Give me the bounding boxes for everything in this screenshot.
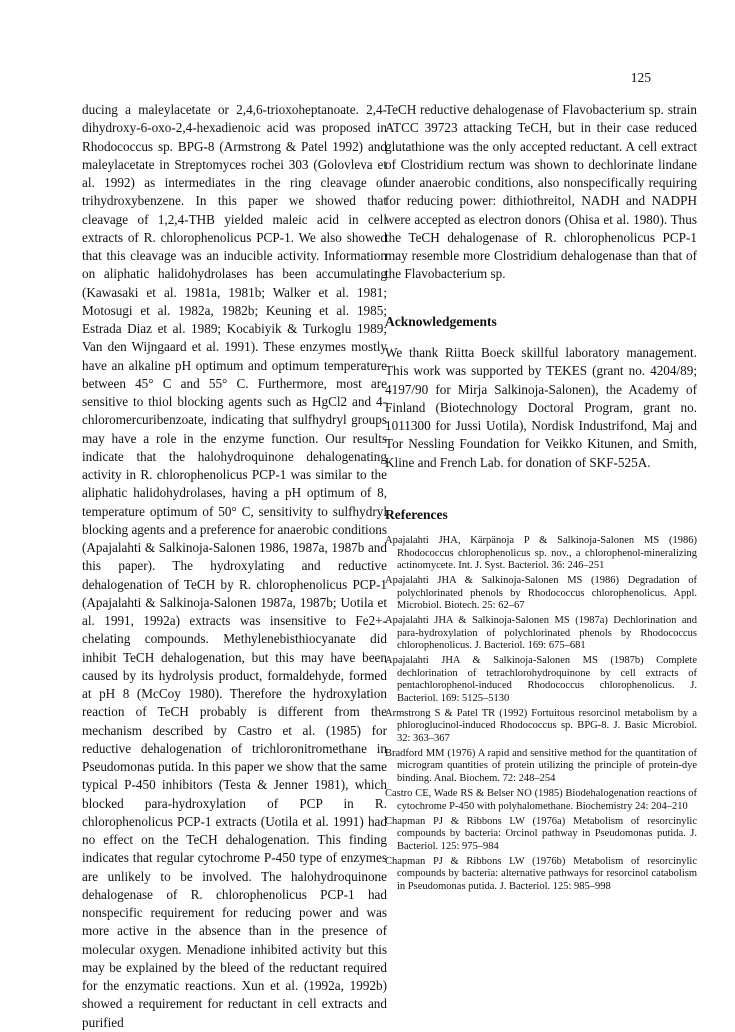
references-list <box>385 535 697 896</box>
reference-item: Apajalahti JHA & Salkinoja-Salonen MS (1987b) Complete dechlorination of tetrachlorohydroquinone by cell extracts of pentachlorophenol-induced Rhodococcus chlorophenolicus. J. Bacteriol. 169: 5125–5130 <box>385 655 697 704</box>
left-column <box>82 101 387 1032</box>
reference-item: Chapman PJ & Ribbons LW (1976a) Metabolism of resorcinylic compounds by bacteria: Orcinol pathway in Pseudomonas putida. J. Bacteriol. 125: 975–984 <box>385 815 697 852</box>
reference-item: Castro CE, Wade RS & Belser NO (1985) Biodehalogenation reactions of cytochrome P-450 with polyhalomethane. Biochemistry 24: 204–210 <box>385 788 697 812</box>
references-heading: References <box>385 507 448 522</box>
reference-item: Apajalahti JHA, Kärpänoja P & Salkinoja-Salonen MS (1986) Rhodococcus chlorophenolicus sp. nov., a chlorophenol-mineralizing actinomycete. Int. J. Syst. Bacteriol. 36: 246–251 <box>385 535 697 571</box>
right-column-paragraph: TeCH reductive dehalogenase of Flavobacterium sp. strain ATCC 39723 attacking TeCH, but in their case reduced glutathione was the only accepted reductant. A cell extract of Clostridium rectum was shown to dechlorinate lindane under anaerobic conditions, also nonspecifically requiring for reducing power: dithiothreitol, NADH and NADPH were accepted as electron donors (Ohisa et al. 1980). Thus the TeCH dehalogenase of R. chlorophenolicus PCP-1 may resemble more Clostridium dehalogenase than that of the Flavobacterium sp. <box>385 102 697 282</box>
page-number: 125 <box>630 70 651 85</box>
acknowledgements-heading: Acknowledgements <box>385 314 497 329</box>
right-column <box>385 101 697 284</box>
left-column-paragraph: ducing a maleylacetate or 2,4,6-trioxoheptanoate. 2,4-dihydroxy-6-oxo-2,4-hexadienoic acid was proposed in Rhodococcus sp. BPG-8 (Armstrong & Patel 1992) and maleylacetate in Streptomyces rochei 303 (Golovleva et al. 1992) as intermediates in the ring cleavage of trihydroxybenzene. In this paper we showed that cleavage of 1,2,4-THB yielded maleic acid in cell extracts of R. chlorophenolicus PCP-1. We also showed that this cleavage was an inducible activity. Information on aliphatic halidohydrolases has been accumulating (Kawasaki et al. 1981a, 1981b; Walker et al. 1981; Motosugi et al. 1982a, 1982b; Keuning et al. 1985; Estrada Diaz et al. 1989; Kocabiyik & Turkoglu 1989; Van den Wijngaard et al. 1991). These enzymes mostly have an alkaline pH optimum and optimum temperature between 45° C and 55° C. Furthermore, most are sensitive to thiol blocking agents such as HgCl2 and 4-chloromercuribenzoate, indicating that sulfhydryl groups may have a role in the enzyme function. Our results indicate that the halohydroquinone dehalogenating activity in R. chlorophenolicus PCP-1 was similar to the aliphatic halidohydrolases, having a pH optimum of 8, temperature optimum of 50° C, sensitivity to sulfhydryl blocking agents and a preference for anaerobic conditions (Apajalahti & Salkinoja-Salonen 1986, 1987a, 1987b and this paper). The hydroxylating and reductive dehalogenation of TeCH by R. chlorophenolicus PCP-1 (Apajalahti & Salkinoja-Salonen 1987a, 1987b; Uotila et al. 1991, 1992a) extracts was insensitive to Fe2+-chelating compounds. Methylenebisthiocyanate did inhibit TeCH dehalogenation, but this may have been caused by its hydrolysis product, formaldehyde, formed at pH 8 (McCoy 1980). Therefore the hydroxylation reaction of TeCH probably is different from the mechanism described by Castro et al. (1985) for reductive dehalogenation of trichloronitromethane in Pseudomonas putida. In this paper we show that the same typical P-450 inhibitors (Testa & Jenner 1981), which blocked para-hydroxylation of PCP in R. chlorophenolicus PCP-1 extracts (Uotila et al. 1991) had no effect on the TeCH dehalogenation. This finding indicates that regular cytochrome P-450 type of enzymes are unlikely to be involved. The halohydroquinone dehalogenase of R. chlorophenolicus PCP-1 had nonspecific requirement for reducing power and was more active in the absence than in the presence of molecular oxygen. Menadione inhibited activity but this may be explained by the bleed of the reductant required for the enzymatic reactions. Xun et al. (1992a, 1992b) showed a requirement for reductant in cell extracts and purified <box>82 102 388 1030</box>
reference-item: Armstrong S & Patel TR (1992) Fortuitous resorcinol metabolism by a phloroglucinol-induced Rhodococcus sp. BPG-8. J. Basic Microbiol. 32: 363–367 <box>385 707 697 744</box>
reference-item: Chapman PJ & Ribbons LW (1976b) Metabolism of resorcinylic compounds by bacteria: alternative pathways for resorcinol catabolism in Pseudomonas putida. J. Bacteriol. 125: 985–998 <box>385 855 697 892</box>
acknowledgements-text: We thank Riitta Boeck skillful laboratory management. This work was supported by TEKES (grant no. 4204/89; 4197/90 for Mirja Salkinoja-Salonen), the Academy of Finland (Biotechnology Doctoral Program, grant no. 1011300 for Jussi Uotila), Nordisk Industrifond, Maj and Tor Nessling Foundation for Veikko Kitunen, and Smith, Kline and French Lab. for donation of SKF-525A. <box>385 345 697 470</box>
reference-item: Apajalahti JHA & Salkinoja-Salonen MS (1986) Degradation of polychlorinated phenols by Rhodococcus chlorophenolicus. Appl. Microbiol. Biotech. 25: 62–67 <box>385 575 697 612</box>
reference-item: Bradford MM (1976) A rapid and sensitive method for the quantitation of microgram quantities of protein utilizing the principle of protein-dye binding. Anal. Biochem. 72: 248–254 <box>385 747 697 784</box>
reference-item: Apajalahti JHA & Salkinoja-Salonen MS (1987a) Dechlorination and para-hydroxylation of polychlorinated phenols by Rhodococcus chlorophenolicus. J. Bacteriol. 169: 675–681 <box>385 615 697 652</box>
